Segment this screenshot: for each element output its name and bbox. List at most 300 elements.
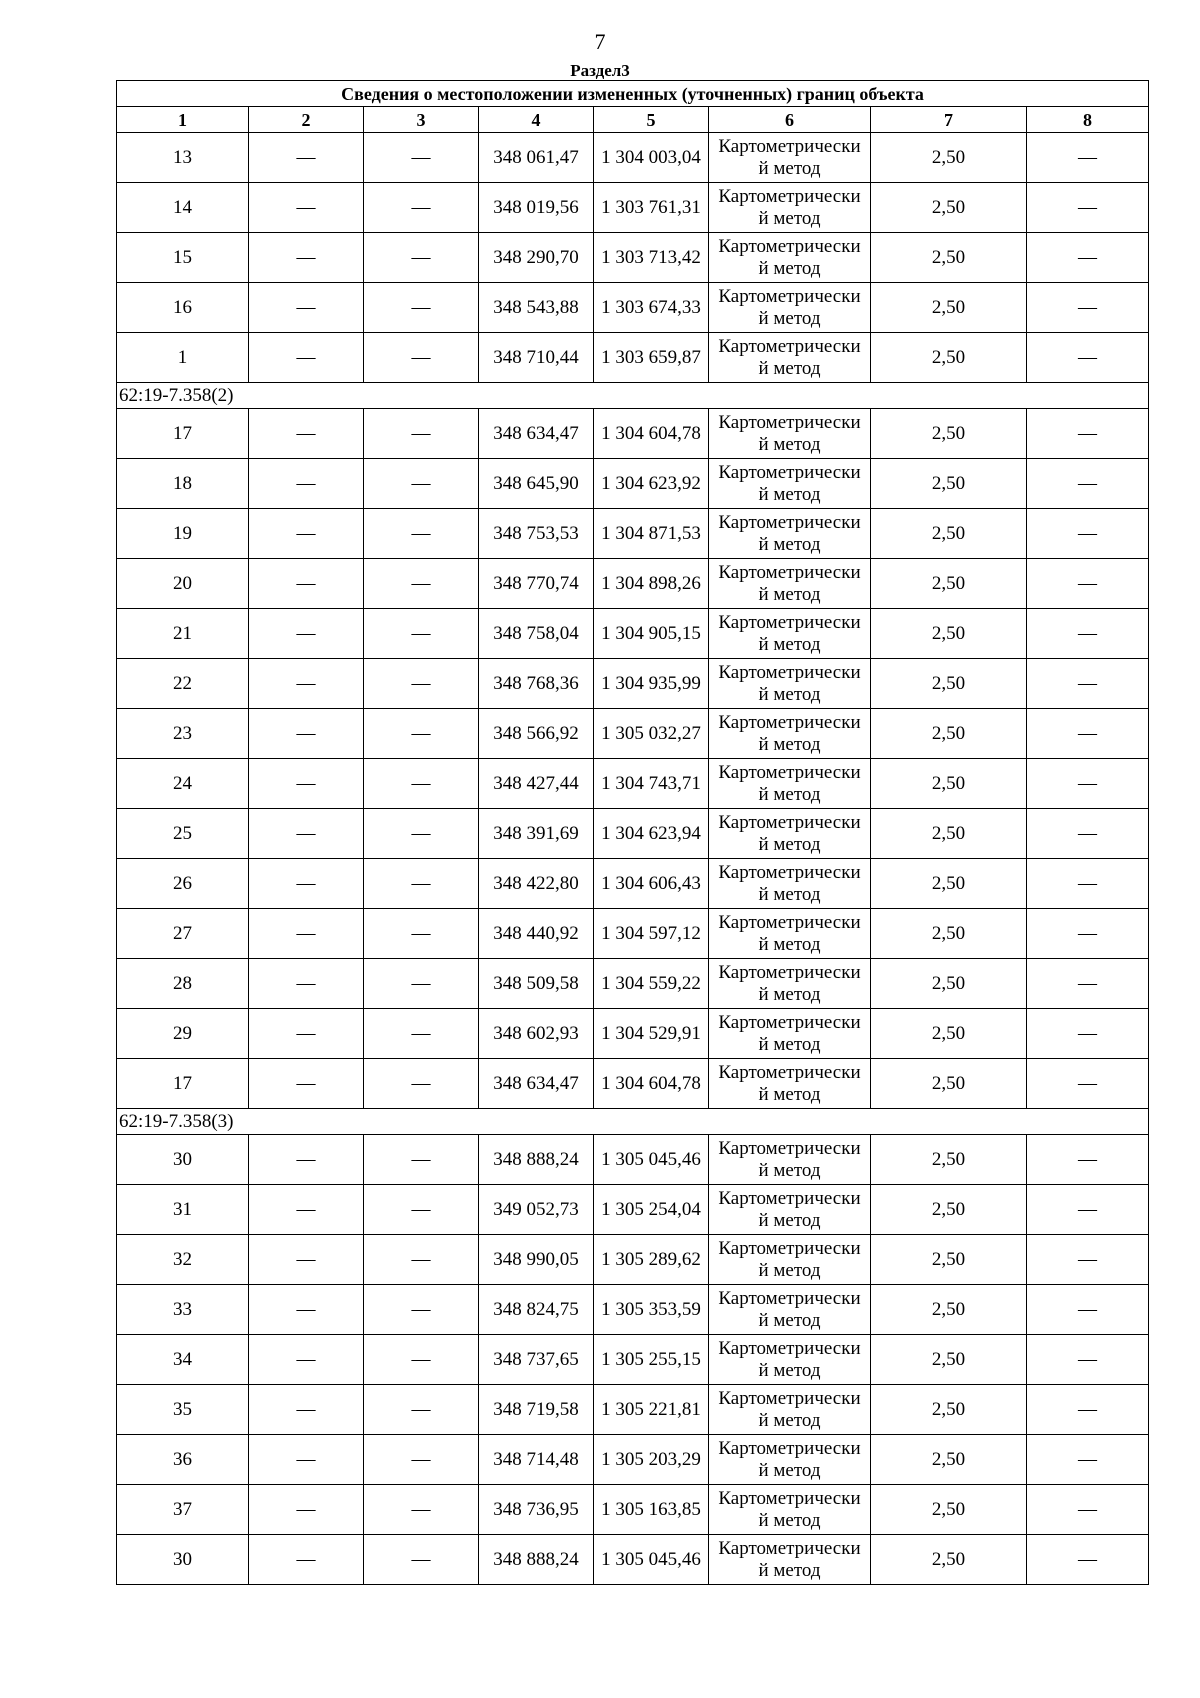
- method-line-1: Картометрически: [718, 1537, 861, 1559]
- dash-cell: —: [1027, 1535, 1149, 1585]
- accuracy-value: 2,50: [871, 1285, 1027, 1335]
- method-line-2: й метод: [758, 883, 821, 905]
- parcel-group-label: 62:19-7.358(3): [117, 1109, 1149, 1135]
- dash-cell: —: [249, 609, 364, 659]
- method-line-2: й метод: [758, 633, 821, 655]
- method-cell: [709, 1485, 871, 1535]
- coordinate-x: 348 634,47: [479, 1059, 594, 1109]
- coordinate-y: 1 305 255,15: [594, 1335, 709, 1385]
- dash-cell: —: [364, 1335, 479, 1385]
- point-number: 19: [117, 509, 249, 559]
- method-line-2: й метод: [758, 1259, 821, 1281]
- method-cell: [709, 959, 871, 1009]
- accuracy-value: 2,50: [871, 909, 1027, 959]
- table-row: [117, 1059, 1149, 1109]
- coordinate-y: 1 305 254,04: [594, 1185, 709, 1235]
- page-number: 7: [594, 29, 606, 54]
- method-line-2: й метод: [758, 433, 821, 455]
- method-line-2: й метод: [758, 583, 821, 605]
- coordinate-y: 1 304 003,04: [594, 133, 709, 183]
- dash-cell: —: [249, 459, 364, 509]
- dash-cell: —: [364, 1535, 479, 1585]
- coordinate-x: 348 602,93: [479, 1009, 594, 1059]
- method-line-1: Картометрически: [718, 711, 861, 733]
- table-row: [117, 1335, 1149, 1385]
- method-line-2: й метод: [758, 1409, 821, 1431]
- dash-cell: —: [1027, 959, 1149, 1009]
- dash-cell: —: [249, 283, 364, 333]
- coordinate-y: 1 304 623,94: [594, 809, 709, 859]
- method-line-2: й метод: [758, 833, 821, 855]
- coordinate-x: 348 422,80: [479, 859, 594, 909]
- point-number: 14: [117, 183, 249, 233]
- coordinate-y: 1 304 606,43: [594, 859, 709, 909]
- accuracy-value: 2,50: [871, 559, 1027, 609]
- method-line-1: Картометрически: [718, 1137, 861, 1159]
- method-line-2: й метод: [758, 533, 821, 555]
- method-cell: [709, 1335, 871, 1385]
- point-number: 18: [117, 459, 249, 509]
- dash-cell: —: [1027, 1235, 1149, 1285]
- dash-cell: —: [1027, 283, 1149, 333]
- accuracy-value: 2,50: [871, 1185, 1027, 1235]
- dash-cell: —: [364, 1185, 479, 1235]
- table-row: [117, 1535, 1149, 1585]
- coordinate-y: 1 304 871,53: [594, 509, 709, 559]
- method-cell: [709, 559, 871, 609]
- column-number: 6: [709, 107, 871, 133]
- coordinate-x: 348 391,69: [479, 809, 594, 859]
- method-cell: [709, 859, 871, 909]
- dash-cell: —: [364, 1009, 479, 1059]
- coordinate-y: 1 305 045,46: [594, 1135, 709, 1185]
- column-number: 8: [1027, 107, 1149, 133]
- dash-cell: —: [364, 233, 479, 283]
- method-cell: [709, 659, 871, 709]
- coordinate-x: 349 052,73: [479, 1185, 594, 1235]
- table-row: [117, 809, 1149, 859]
- accuracy-value: 2,50: [871, 183, 1027, 233]
- method-cell: [709, 909, 871, 959]
- coordinate-x: 348 714,48: [479, 1435, 594, 1485]
- dash-cell: —: [1027, 1485, 1149, 1535]
- method-cell: [709, 1059, 871, 1109]
- coordinate-x: 348 770,74: [479, 559, 594, 609]
- method-cell: [709, 409, 871, 459]
- dash-cell: —: [1027, 1185, 1149, 1235]
- table-row: [117, 1285, 1149, 1335]
- table-row: [117, 509, 1149, 559]
- point-number: 33: [117, 1285, 249, 1335]
- method-cell: [709, 1535, 871, 1585]
- method-line-1: Картометрически: [718, 611, 861, 633]
- coordinate-x: 348 019,56: [479, 183, 594, 233]
- dash-cell: —: [364, 1285, 479, 1335]
- method-line-1: Картометрически: [718, 1061, 861, 1083]
- table-row: [117, 909, 1149, 959]
- dash-cell: —: [364, 333, 479, 383]
- coordinate-x: 348 888,24: [479, 1135, 594, 1185]
- dash-cell: —: [364, 809, 479, 859]
- dash-cell: —: [249, 909, 364, 959]
- point-number: 13: [117, 133, 249, 183]
- point-number: 35: [117, 1385, 249, 1435]
- dash-cell: —: [249, 659, 364, 709]
- accuracy-value: 2,50: [871, 1059, 1027, 1109]
- method-cell: [709, 1135, 871, 1185]
- parcel-group-label: 62:19-7.358(2): [117, 383, 1149, 409]
- table-caption-row: [117, 81, 1149, 107]
- coordinate-y: 1 304 905,15: [594, 609, 709, 659]
- method-line-1: Картометрически: [718, 135, 861, 157]
- method-line-2: й метод: [758, 1309, 821, 1331]
- dash-cell: —: [249, 133, 364, 183]
- point-number: 17: [117, 409, 249, 459]
- accuracy-value: 2,50: [871, 133, 1027, 183]
- dash-cell: —: [249, 1485, 364, 1535]
- point-number: 20: [117, 559, 249, 609]
- table-row: [117, 183, 1149, 233]
- method-line-2: й метод: [758, 983, 821, 1005]
- point-number: 25: [117, 809, 249, 859]
- dash-cell: —: [364, 1059, 479, 1109]
- point-number: 24: [117, 759, 249, 809]
- dash-cell: —: [249, 183, 364, 233]
- method-cell: [709, 759, 871, 809]
- dash-cell: —: [364, 959, 479, 1009]
- coordinate-y: 1 305 353,59: [594, 1285, 709, 1335]
- coordinate-x: 348 509,58: [479, 959, 594, 1009]
- table-row: [117, 559, 1149, 609]
- method-line-1: Картометрически: [718, 861, 861, 883]
- dash-cell: —: [1027, 509, 1149, 559]
- coordinate-y: 1 303 674,33: [594, 283, 709, 333]
- accuracy-value: 2,50: [871, 809, 1027, 859]
- method-line-2: й метод: [758, 257, 821, 279]
- table-row: [117, 459, 1149, 509]
- point-number: 23: [117, 709, 249, 759]
- method-cell: [709, 1009, 871, 1059]
- method-line-1: Картометрически: [718, 961, 861, 983]
- method-line-1: Картометрически: [718, 511, 861, 533]
- point-number: 16: [117, 283, 249, 333]
- coordinate-y: 1 304 743,71: [594, 759, 709, 809]
- dash-cell: —: [249, 709, 364, 759]
- method-line-1: Картометрически: [718, 235, 861, 257]
- method-line-2: й метод: [758, 1209, 821, 1231]
- coordinate-x: 348 768,36: [479, 659, 594, 709]
- dash-cell: —: [364, 509, 479, 559]
- table-caption: Сведения о местоположении измененных (уточненных) границ объекта: [117, 81, 1149, 107]
- method-line-1: Картометрически: [718, 811, 861, 833]
- table-row: [117, 859, 1149, 909]
- dash-cell: —: [1027, 1009, 1149, 1059]
- dash-cell: —: [249, 809, 364, 859]
- method-line-1: Картометрически: [718, 1337, 861, 1359]
- accuracy-value: 2,50: [871, 1535, 1027, 1585]
- dash-cell: —: [364, 1235, 479, 1285]
- column-number-row: [117, 107, 1149, 133]
- dash-cell: —: [364, 1485, 479, 1535]
- dash-cell: —: [249, 1185, 364, 1235]
- table-row: [117, 1435, 1149, 1485]
- dash-cell: —: [249, 559, 364, 609]
- coordinate-x: 348 736,95: [479, 1485, 594, 1535]
- coordinate-y: 1 304 529,91: [594, 1009, 709, 1059]
- method-line-1: Картометрически: [718, 1011, 861, 1033]
- table-row: [117, 409, 1149, 459]
- method-line-1: Картометрически: [718, 911, 861, 933]
- dash-cell: —: [249, 1135, 364, 1185]
- dash-cell: —: [364, 1435, 479, 1485]
- dash-cell: —: [364, 559, 479, 609]
- accuracy-value: 2,50: [871, 859, 1027, 909]
- dash-cell: —: [364, 859, 479, 909]
- coordinate-y: 1 305 289,62: [594, 1235, 709, 1285]
- coordinate-y: 1 305 163,85: [594, 1485, 709, 1535]
- dash-cell: —: [364, 133, 479, 183]
- coordinate-y: 1 304 623,92: [594, 459, 709, 509]
- coordinate-y: 1 304 898,26: [594, 559, 709, 609]
- boundary-coordinates-table: [116, 80, 1149, 1585]
- coordinate-x: 348 758,04: [479, 609, 594, 659]
- accuracy-value: 2,50: [871, 709, 1027, 759]
- dash-cell: —: [364, 283, 479, 333]
- dash-cell: —: [1027, 1385, 1149, 1435]
- dash-cell: —: [364, 459, 479, 509]
- table-row: [117, 233, 1149, 283]
- accuracy-value: 2,50: [871, 283, 1027, 333]
- dash-cell: —: [249, 1009, 364, 1059]
- coordinate-x: 348 737,65: [479, 1335, 594, 1385]
- accuracy-value: 2,50: [871, 759, 1027, 809]
- dash-cell: —: [1027, 1059, 1149, 1109]
- dash-cell: —: [249, 1385, 364, 1435]
- coordinate-y: 1 304 604,78: [594, 409, 709, 459]
- method-line-2: й метод: [758, 357, 821, 379]
- point-number: 27: [117, 909, 249, 959]
- point-number: 15: [117, 233, 249, 283]
- table-row: [117, 1185, 1149, 1235]
- accuracy-value: 2,50: [871, 1335, 1027, 1385]
- point-number: 21: [117, 609, 249, 659]
- method-line-2: й метод: [758, 1509, 821, 1531]
- parcel-group-row: [117, 1109, 1149, 1135]
- method-line-2: й метод: [758, 1459, 821, 1481]
- method-cell: [709, 1385, 871, 1435]
- table-row: [117, 959, 1149, 1009]
- accuracy-value: 2,50: [871, 1009, 1027, 1059]
- method-cell: [709, 1285, 871, 1335]
- method-line-1: Картометрически: [718, 761, 861, 783]
- table-row: [117, 1135, 1149, 1185]
- accuracy-value: 2,50: [871, 409, 1027, 459]
- coordinate-x: 348 290,70: [479, 233, 594, 283]
- column-number: 5: [594, 107, 709, 133]
- dash-cell: —: [1027, 909, 1149, 959]
- method-cell: [709, 1185, 871, 1235]
- table-row: [117, 133, 1149, 183]
- dash-cell: —: [249, 233, 364, 283]
- dash-cell: —: [364, 909, 479, 959]
- coordinate-y: 1 304 559,22: [594, 959, 709, 1009]
- coordinate-x: 348 824,75: [479, 1285, 594, 1335]
- method-line-1: Картометрически: [718, 1237, 861, 1259]
- table-row: [117, 659, 1149, 709]
- table-row: [117, 1009, 1149, 1059]
- accuracy-value: 2,50: [871, 509, 1027, 559]
- dash-cell: —: [1027, 459, 1149, 509]
- method-line-1: Картометрически: [718, 335, 861, 357]
- dash-cell: —: [1027, 759, 1149, 809]
- table-row: [117, 759, 1149, 809]
- accuracy-value: 2,50: [871, 1135, 1027, 1185]
- dash-cell: —: [364, 609, 479, 659]
- method-line-2: й метод: [758, 1559, 821, 1581]
- coordinate-y: 1 304 935,99: [594, 659, 709, 709]
- method-line-1: Картометрически: [718, 1487, 861, 1509]
- point-number: 34: [117, 1335, 249, 1385]
- method-cell: [709, 709, 871, 759]
- point-number: 31: [117, 1185, 249, 1235]
- dash-cell: —: [249, 1435, 364, 1485]
- table-row: [117, 333, 1149, 383]
- column-number: 3: [364, 107, 479, 133]
- dash-cell: —: [249, 859, 364, 909]
- method-line-2: й метод: [758, 483, 821, 505]
- coordinate-y: 1 304 604,78: [594, 1059, 709, 1109]
- section-label: Раздел3: [570, 61, 630, 80]
- dash-cell: —: [364, 1135, 479, 1185]
- table-row: [117, 709, 1149, 759]
- method-line-1: Картометрически: [718, 1287, 861, 1309]
- table-row: [117, 1485, 1149, 1535]
- dash-cell: —: [1027, 809, 1149, 859]
- accuracy-value: 2,50: [871, 233, 1027, 283]
- coordinate-x: 348 566,92: [479, 709, 594, 759]
- point-number: 32: [117, 1235, 249, 1285]
- point-number: 29: [117, 1009, 249, 1059]
- dash-cell: —: [1027, 409, 1149, 459]
- dash-cell: —: [249, 1285, 364, 1335]
- method-line-2: й метод: [758, 1033, 821, 1055]
- method-line-1: Картометрически: [718, 561, 861, 583]
- method-line-2: й метод: [758, 783, 821, 805]
- dash-cell: —: [1027, 233, 1149, 283]
- column-number: 4: [479, 107, 594, 133]
- dash-cell: —: [364, 1385, 479, 1435]
- method-line-1: Картометрически: [718, 185, 861, 207]
- method-cell: [709, 609, 871, 659]
- dash-cell: —: [249, 333, 364, 383]
- method-cell: [709, 459, 871, 509]
- method-line-2: й метод: [758, 933, 821, 955]
- coordinate-x: 348 061,47: [479, 133, 594, 183]
- point-number: 1: [117, 333, 249, 383]
- dash-cell: —: [364, 759, 479, 809]
- coordinate-y: 1 305 221,81: [594, 1385, 709, 1435]
- dash-cell: —: [249, 1335, 364, 1385]
- point-number: 22: [117, 659, 249, 709]
- coordinate-y: 1 305 032,27: [594, 709, 709, 759]
- method-line-1: Картометрически: [718, 461, 861, 483]
- dash-cell: —: [249, 1059, 364, 1109]
- coordinate-y: 1 303 659,87: [594, 333, 709, 383]
- dash-cell: —: [1027, 333, 1149, 383]
- method-cell: [709, 333, 871, 383]
- dash-cell: —: [249, 959, 364, 1009]
- table-row: [117, 1385, 1149, 1435]
- coordinate-y: 1 303 713,42: [594, 233, 709, 283]
- method-cell: [709, 183, 871, 233]
- point-number: 26: [117, 859, 249, 909]
- table-row: [117, 609, 1149, 659]
- method-line-2: й метод: [758, 1083, 821, 1105]
- coordinate-x: 348 634,47: [479, 409, 594, 459]
- coordinate-x: 348 543,88: [479, 283, 594, 333]
- method-line-2: й метод: [758, 1159, 821, 1181]
- accuracy-value: 2,50: [871, 1485, 1027, 1535]
- coordinate-x: 348 719,58: [479, 1385, 594, 1435]
- dash-cell: —: [1027, 133, 1149, 183]
- accuracy-value: 2,50: [871, 333, 1027, 383]
- dash-cell: —: [364, 409, 479, 459]
- coordinate-x: 348 990,05: [479, 1235, 594, 1285]
- method-cell: [709, 283, 871, 333]
- dash-cell: —: [249, 1535, 364, 1585]
- dash-cell: —: [364, 183, 479, 233]
- accuracy-value: 2,50: [871, 959, 1027, 1009]
- dash-cell: —: [1027, 859, 1149, 909]
- table-row: [117, 283, 1149, 333]
- dash-cell: —: [249, 509, 364, 559]
- method-line-1: Картометрически: [718, 661, 861, 683]
- coordinate-y: 1 303 761,31: [594, 183, 709, 233]
- dash-cell: —: [1027, 559, 1149, 609]
- method-cell: [709, 1235, 871, 1285]
- accuracy-value: 2,50: [871, 1385, 1027, 1435]
- method-line-1: Картометрически: [718, 411, 861, 433]
- method-line-1: Картометрически: [718, 1437, 861, 1459]
- method-line-2: й метод: [758, 1359, 821, 1381]
- coordinate-x: 348 440,92: [479, 909, 594, 959]
- coordinate-x: 348 427,44: [479, 759, 594, 809]
- table-row: [117, 1235, 1149, 1285]
- point-number: 30: [117, 1535, 249, 1585]
- method-cell: [709, 809, 871, 859]
- parcel-group-row: [117, 383, 1149, 409]
- dash-cell: —: [1027, 1135, 1149, 1185]
- coordinate-x: 348 753,53: [479, 509, 594, 559]
- column-number: 2: [249, 107, 364, 133]
- accuracy-value: 2,50: [871, 609, 1027, 659]
- point-number: 36: [117, 1435, 249, 1485]
- method-line-2: й метод: [758, 307, 821, 329]
- dash-cell: —: [364, 709, 479, 759]
- method-cell: [709, 133, 871, 183]
- method-line-1: Картометрически: [718, 1387, 861, 1409]
- dash-cell: —: [1027, 183, 1149, 233]
- dash-cell: —: [249, 759, 364, 809]
- method-line-2: й метод: [758, 207, 821, 229]
- method-cell: [709, 509, 871, 559]
- method-cell: [709, 1435, 871, 1485]
- method-line-2: й метод: [758, 683, 821, 705]
- coordinate-x: 348 710,44: [479, 333, 594, 383]
- point-number: 17: [117, 1059, 249, 1109]
- coordinate-x: 348 888,24: [479, 1535, 594, 1585]
- point-number: 28: [117, 959, 249, 1009]
